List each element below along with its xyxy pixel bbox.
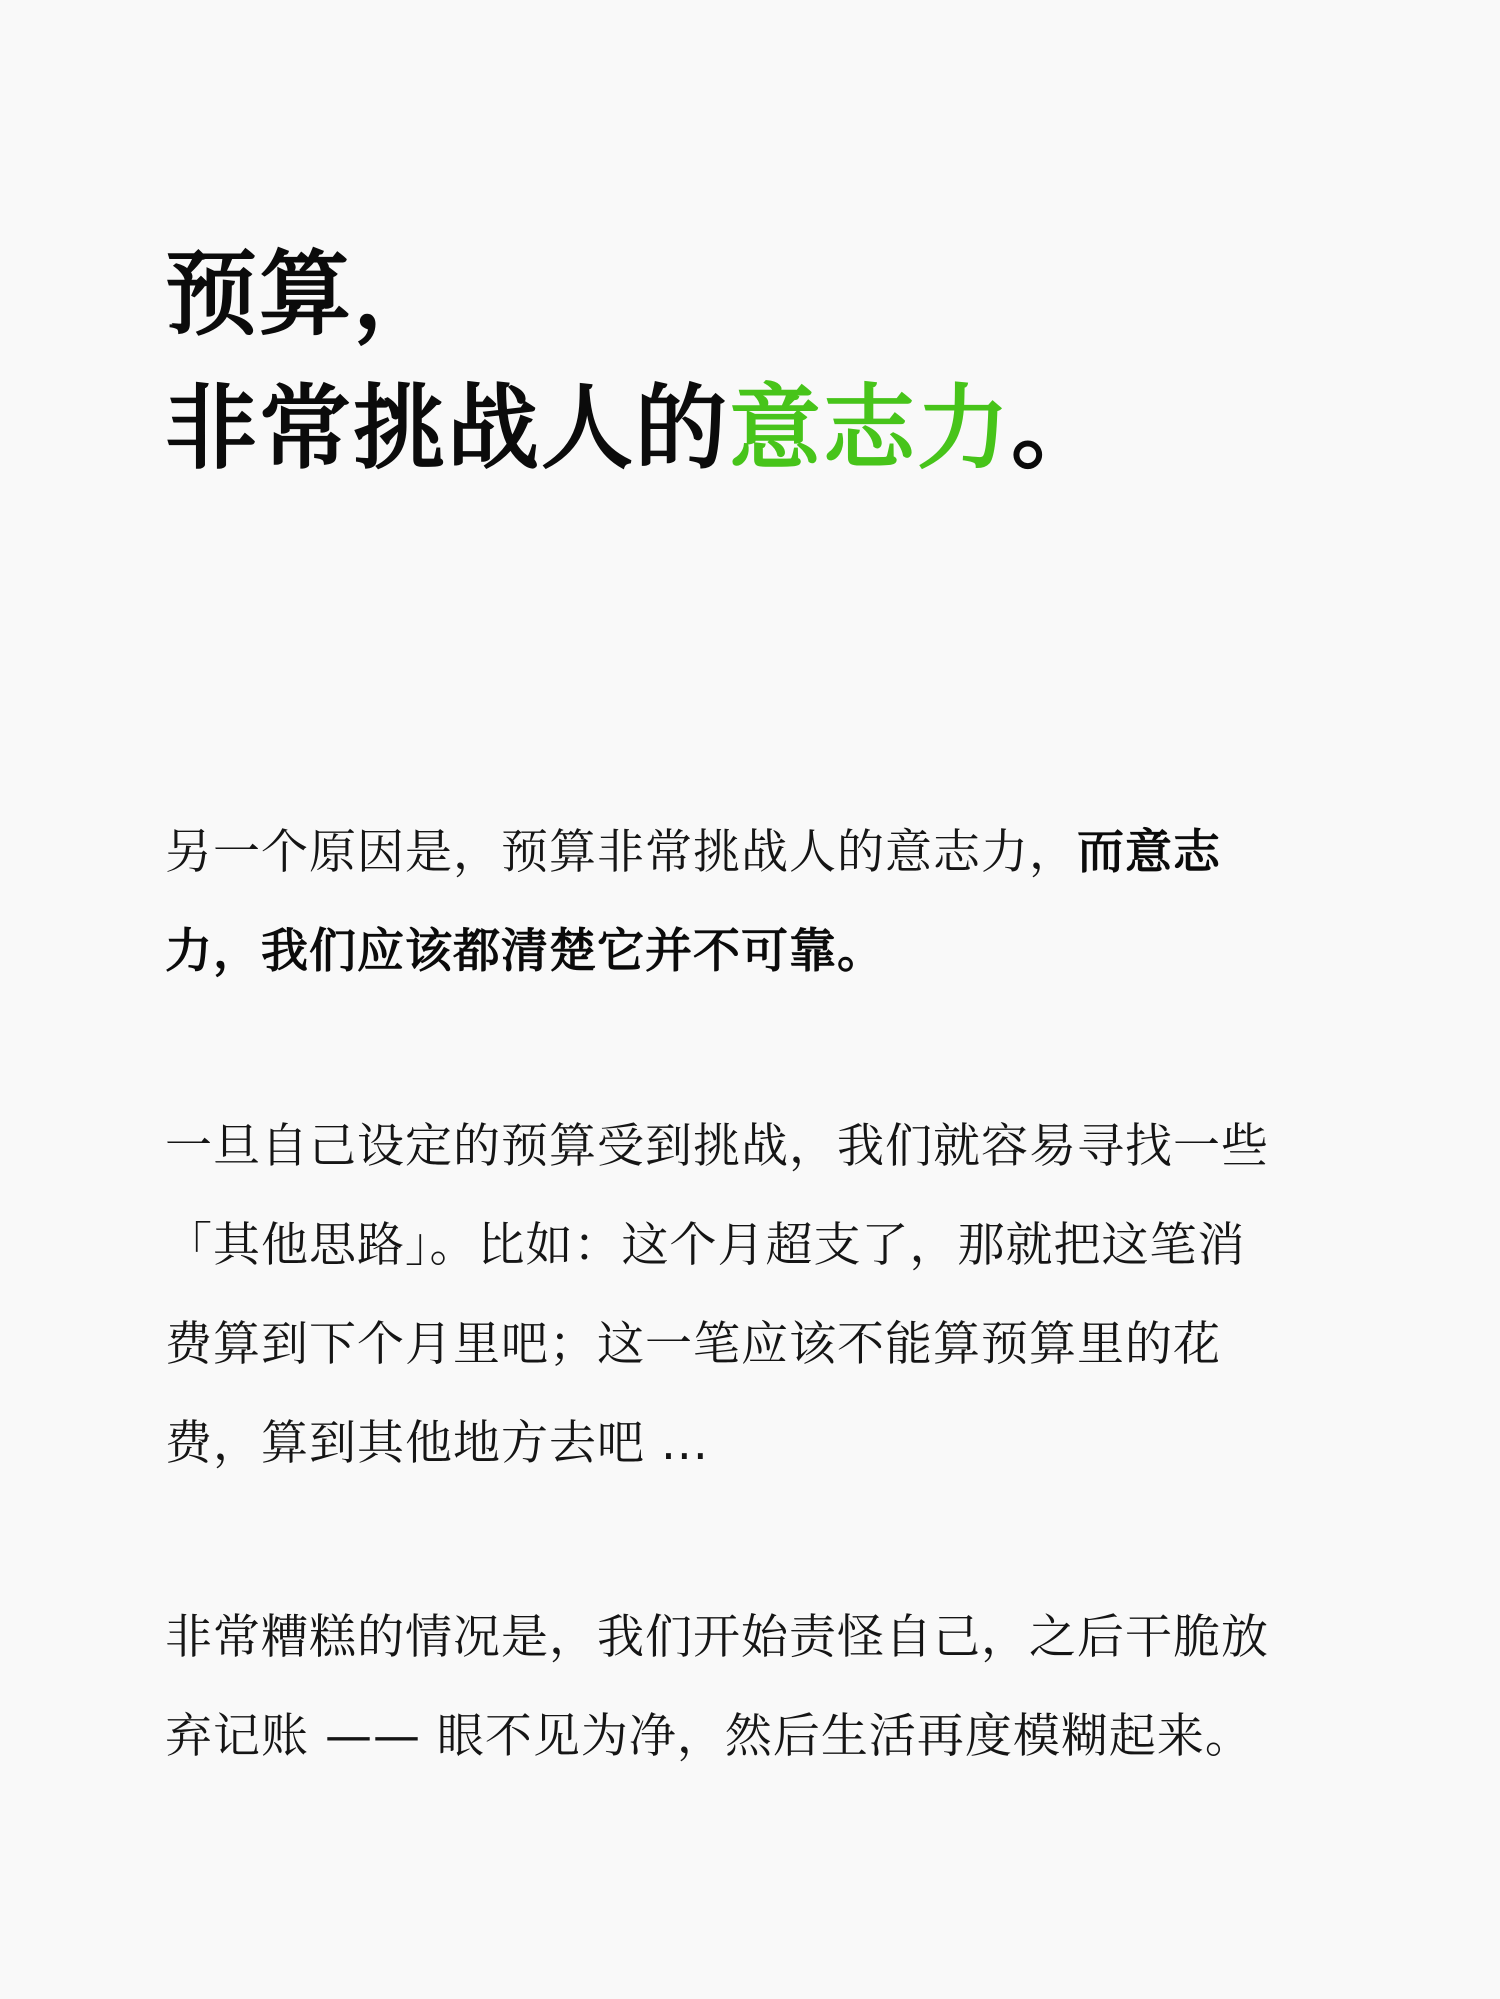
headline-line-2: [165, 362, 1365, 496]
paragraph-1-plain-text: 另一个原因是，预算非常挑战人的意志力，: [165, 825, 1077, 880]
paragraph-2-line-2: 「其他思路」。比如：这个月超支了，那就把这笔消: [165, 1218, 1246, 1273]
paragraph-3-line-2: 弃记账 —— 眼不见为净，然后生活再度模糊起来。: [165, 1709, 1253, 1764]
paragraph-2-line-1: 一旦自己设定的预算受到挑战，我们就容易寻找一些: [165, 1119, 1269, 1174]
paragraph-2-line-4: 费，算到其他地方去吧 ...: [165, 1416, 709, 1471]
paragraph-2-line-3: 费算到下个月里吧；这一笔应该不能算预算里的花: [165, 1317, 1221, 1372]
headline-line-2-prefix: 非常挑战人的: [165, 375, 730, 482]
paragraph-3-line-1: 非常糟糕的情况是，我们开始责怪自己，之后干脆放: [165, 1610, 1269, 1665]
paragraph-1-bold-text-a: 而意志: [1077, 825, 1221, 880]
headline-line-2-suffix: 。: [1011, 375, 1106, 482]
paragraph-1-line-1: [165, 803, 1337, 902]
paragraph-1-line-2: [165, 902, 1337, 1001]
headline-line-1: 预算，: [165, 241, 448, 348]
headline: [165, 228, 1365, 496]
paragraph-1-bold-text-b: 力，我们应该都清楚它并不可靠。: [165, 924, 885, 979]
paragraph-2: [165, 1097, 1337, 1493]
headline-accent-text: 意志力: [729, 375, 1012, 482]
paragraph-3: [165, 1588, 1337, 1786]
paragraph-1: [165, 803, 1337, 1001]
